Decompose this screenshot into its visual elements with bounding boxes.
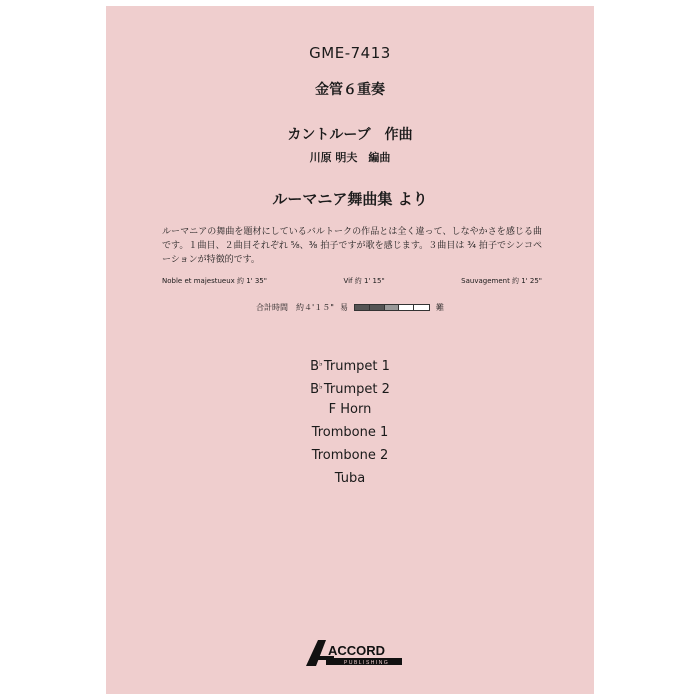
instrument-item [106, 425, 594, 448]
description-text: ルーマニアの舞曲を題材にしているバルトークの作品とは全く違って、しなやかさを感じる曲です。１曲目、２曲目それぞれ ⁵⁄₈、³⁄₈ 拍子ですが歌を感じます。３曲目は ³⁄₄ 拍子でシンコペーションが特徴的です。 [162, 227, 542, 265]
instrument-item [106, 448, 594, 471]
instrument-key: B [310, 382, 320, 397]
movement-list [162, 276, 542, 286]
piece-title: ルーマニア舞曲集 より [272, 190, 428, 208]
flat-sign: ♭ [319, 382, 323, 391]
total-duration: 合計時間 約４'１５" [256, 303, 334, 312]
instrument-name: Trombone 2 [311, 448, 389, 463]
instrument-item [106, 356, 594, 379]
instrument-name: Trumpet 1 [323, 359, 390, 374]
composer-line: カントルーブ 作曲 [287, 127, 413, 143]
instrument-item [106, 402, 594, 425]
difficulty-bar [354, 304, 430, 311]
instrument-name: Trumpet 2 [323, 382, 390, 397]
difficulty-segment [414, 305, 429, 310]
instrument-item [106, 379, 594, 402]
instrument-item [106, 471, 594, 494]
difficulty-segment [355, 305, 370, 310]
hard-label: 難 [435, 303, 444, 312]
instrument-name: Trombone 1 [311, 425, 389, 440]
difficulty-segment [399, 305, 414, 310]
accord-logo-icon [304, 638, 404, 668]
catalog-code: GME-7413 [309, 44, 391, 62]
genre-label: 金管６重奏 [315, 82, 385, 98]
instrument-name: F Horn [328, 402, 372, 417]
svg-text:ACCORD: ACCORD [328, 643, 386, 658]
movement-item: Sauvagement 約 1' 25" [461, 277, 542, 285]
arranger-line: 川原 明夫 編曲 [309, 151, 391, 164]
instrument-name: Tuba [334, 471, 366, 486]
difficulty-segment [385, 305, 400, 310]
movement-item: Vif 約 1' 15" [343, 277, 385, 285]
instrument-list [106, 356, 594, 494]
instrument-key: B [310, 359, 320, 374]
score-cover [106, 6, 594, 694]
movement-item: Noble et majestueux 約 1' 35" [162, 277, 267, 285]
difficulty-segment [370, 305, 385, 310]
flat-sign: ♭ [319, 359, 323, 368]
duration-row [106, 302, 594, 313]
svg-text:PUBLISHING: PUBLISHING [344, 660, 390, 666]
easy-label: 易 [339, 303, 348, 312]
